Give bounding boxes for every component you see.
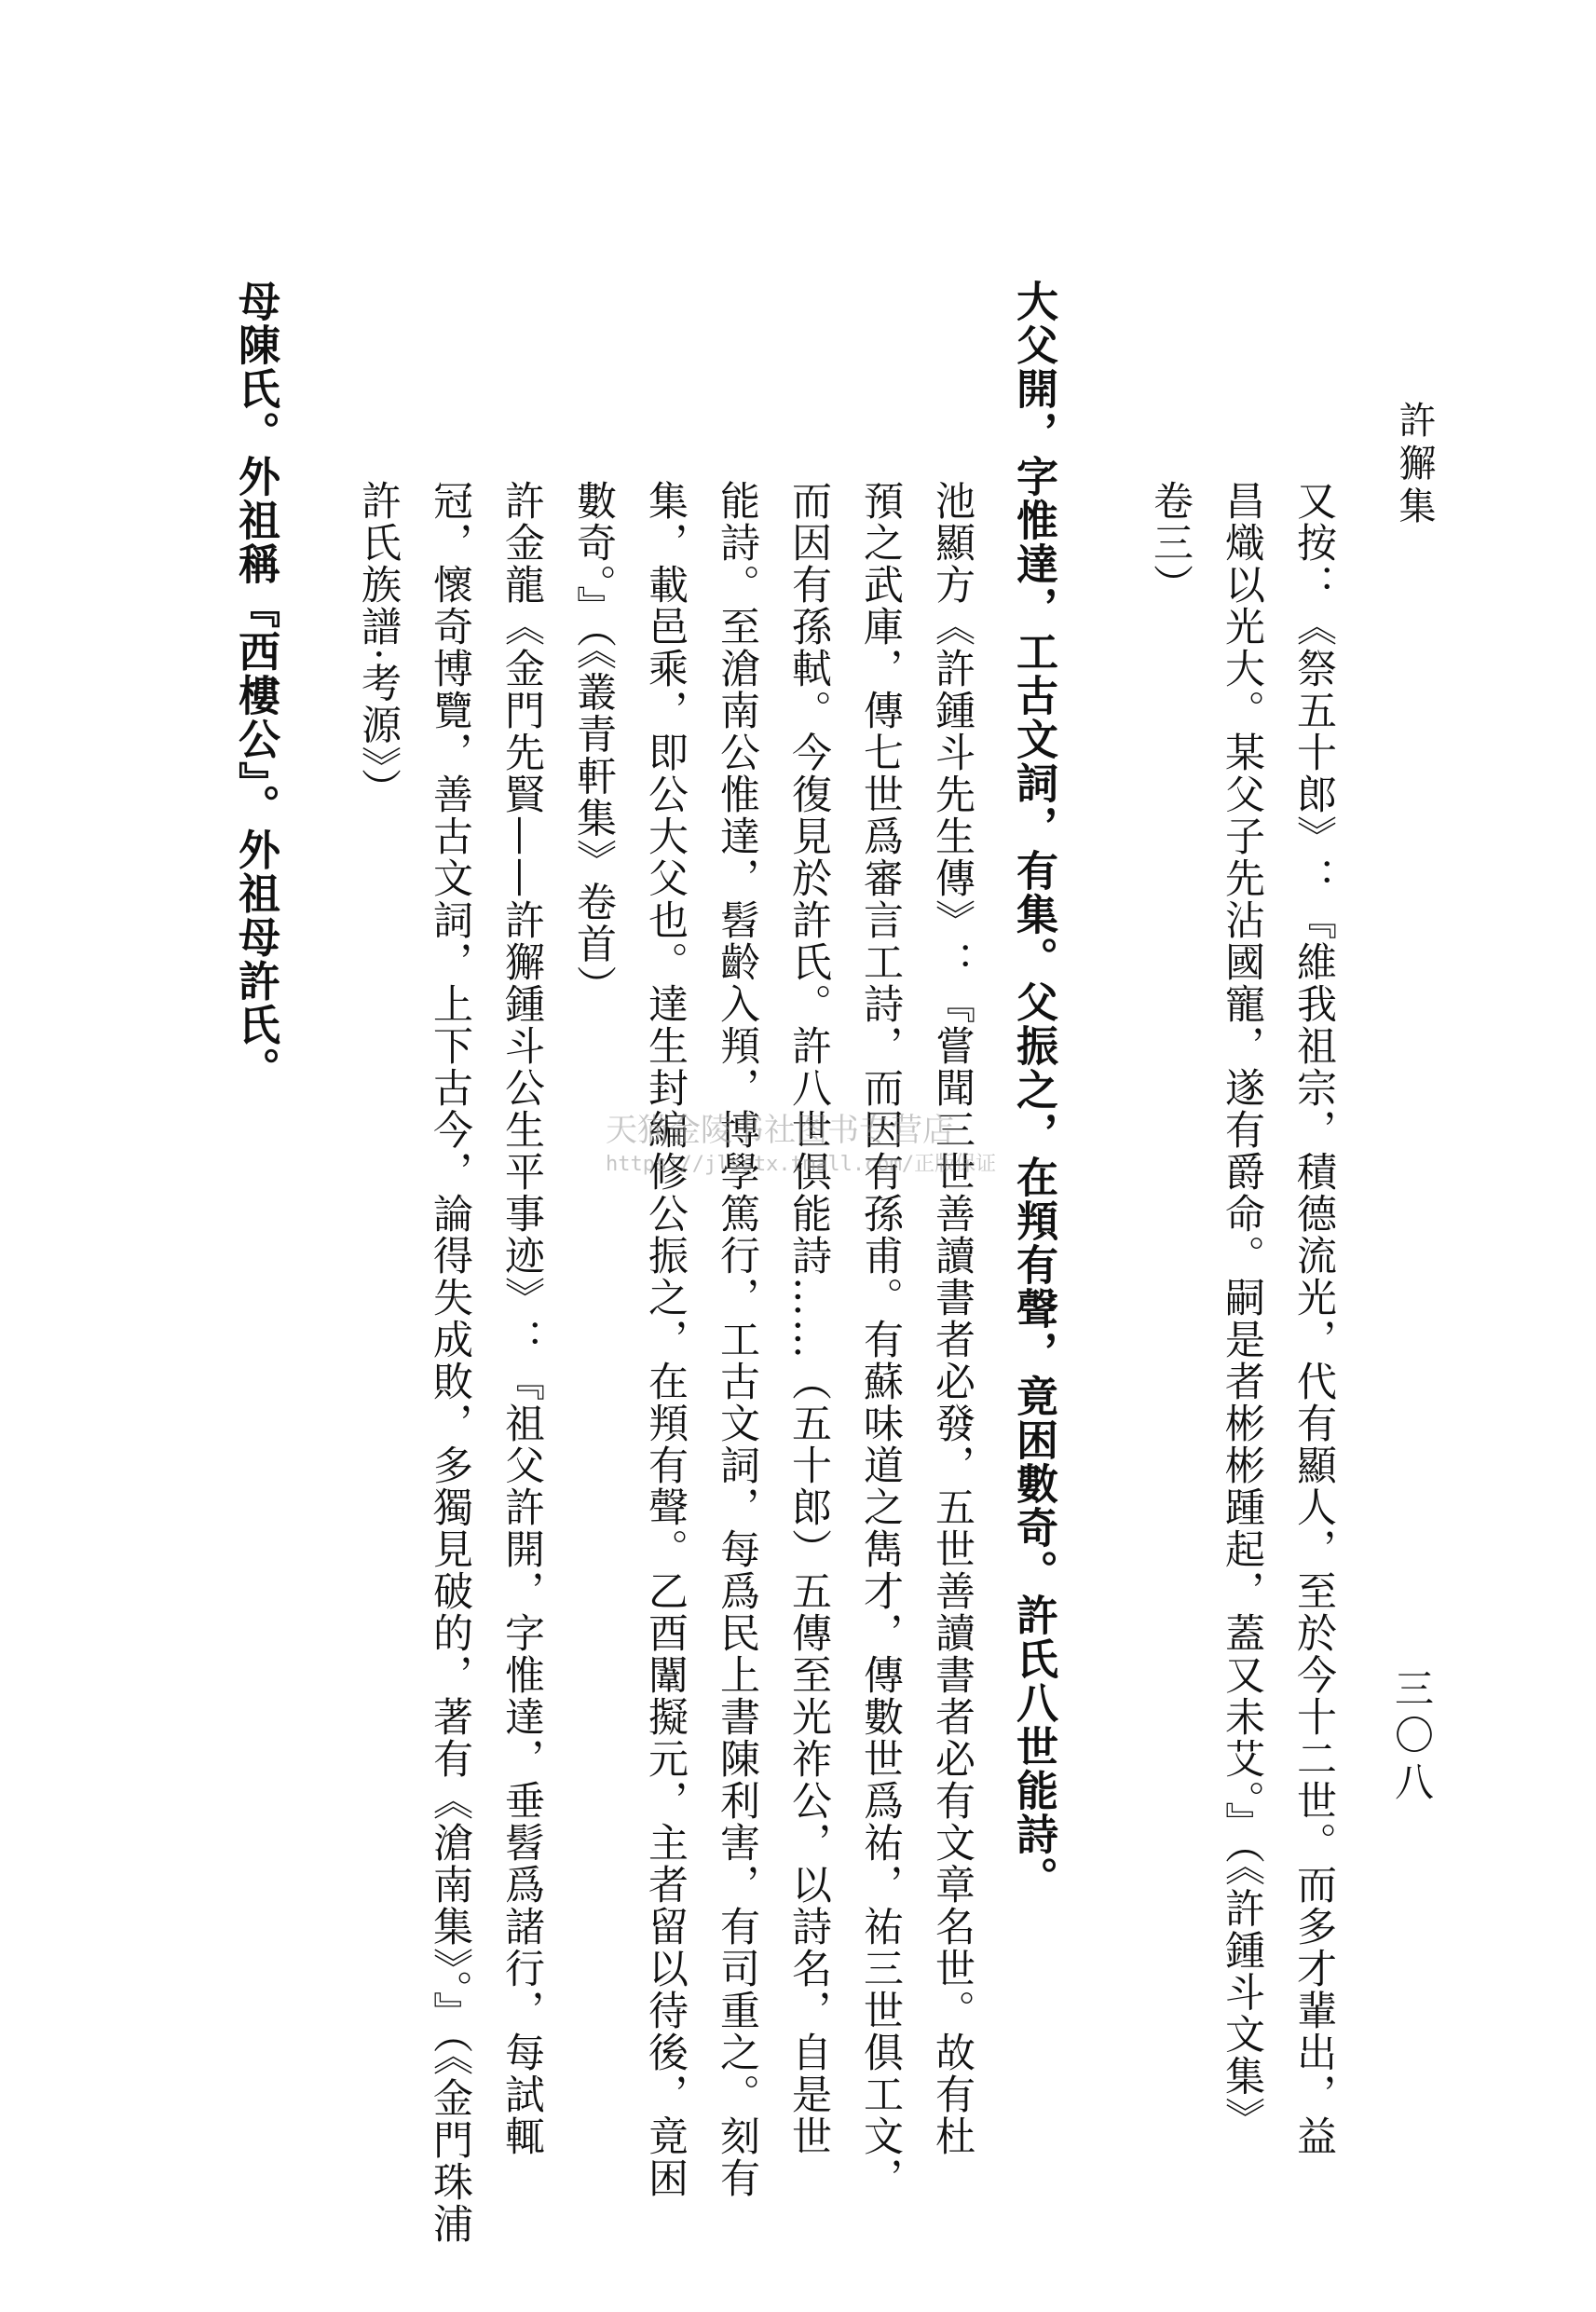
text-column-3: 卷三） [1147, 480, 1194, 606]
section-heading-2: 母陳氏。外祖稱『西樓公』。外祖母許氏。 [231, 280, 280, 1091]
text-column-1: 又按：《祭五十郎》：『維我祖宗，積德流光，代有顯人，至於今十二世。而多才輩出，益 [1290, 480, 1337, 2157]
watermark-text: 天猫金陵书社图书专营店 [606, 1112, 954, 1149]
text-column-2: 昌熾以光大。某父子先沾國寵，遂有爵命。嗣是者彬彬踵起，蓋又未艾。』（《許鍾斗文集》 [1219, 480, 1265, 2140]
text-column-5: 池顯方《許鍾斗先生傳》：『嘗聞三世善讀書者必發，五世善讀書者必有文章名世。故有杜 [929, 480, 975, 2157]
watermark-url: https://jlsstx.tmall.com/正版保证 [606, 1153, 997, 1176]
page-number: 三〇八 [1389, 1668, 1435, 1808]
text-column-9: 集，載邑乘，即公大父也。達生封編修公振之，在頖有聲。乙酉闈擬元，主者留以待後，竟困 [642, 480, 689, 2199]
text-column-12: 冠，懷奇博覽，善古文詞，上下古今，論得失成敗，多獨見破的，著有《滄南集》。』（《金門珠浦 [427, 480, 473, 2245]
text-column-7: 而因有孫軾。今復見於許氏。許八世俱能詩……（五十郎）五傳至光祚公，以詩名，自是世 [785, 480, 832, 2157]
text-column-8: 能詩。至滄南公惟達，髫齡入頖，博學篤行，工古文詞，每爲民上書陳利害，有司重之。刻有 [714, 480, 760, 2199]
text-column-6: 預之武庫，傳七世爲審言工詩，而因有孫甫。有蘇味道之雋才，傳數世爲祐，祐三世俱工文， [857, 480, 904, 2199]
section-heading-1: 大父開，字惟達，工古文詞，有集。父振之，在頖有聲，竟困數奇。許氏八世能詩。 [1009, 280, 1058, 1900]
book-title: 許獬集 [1393, 401, 1436, 529]
text-column-10: 數奇。』（《叢青軒集》卷首） [570, 480, 617, 1007]
text-column-11: 許金龍《金門先賢——許獬鍾斗公生平事迹》：『祖父許開，字惟達，垂髫爲諸行，每試輒 [498, 480, 545, 2157]
text-column-13: 許氏族譜·考源》） [355, 480, 402, 811]
